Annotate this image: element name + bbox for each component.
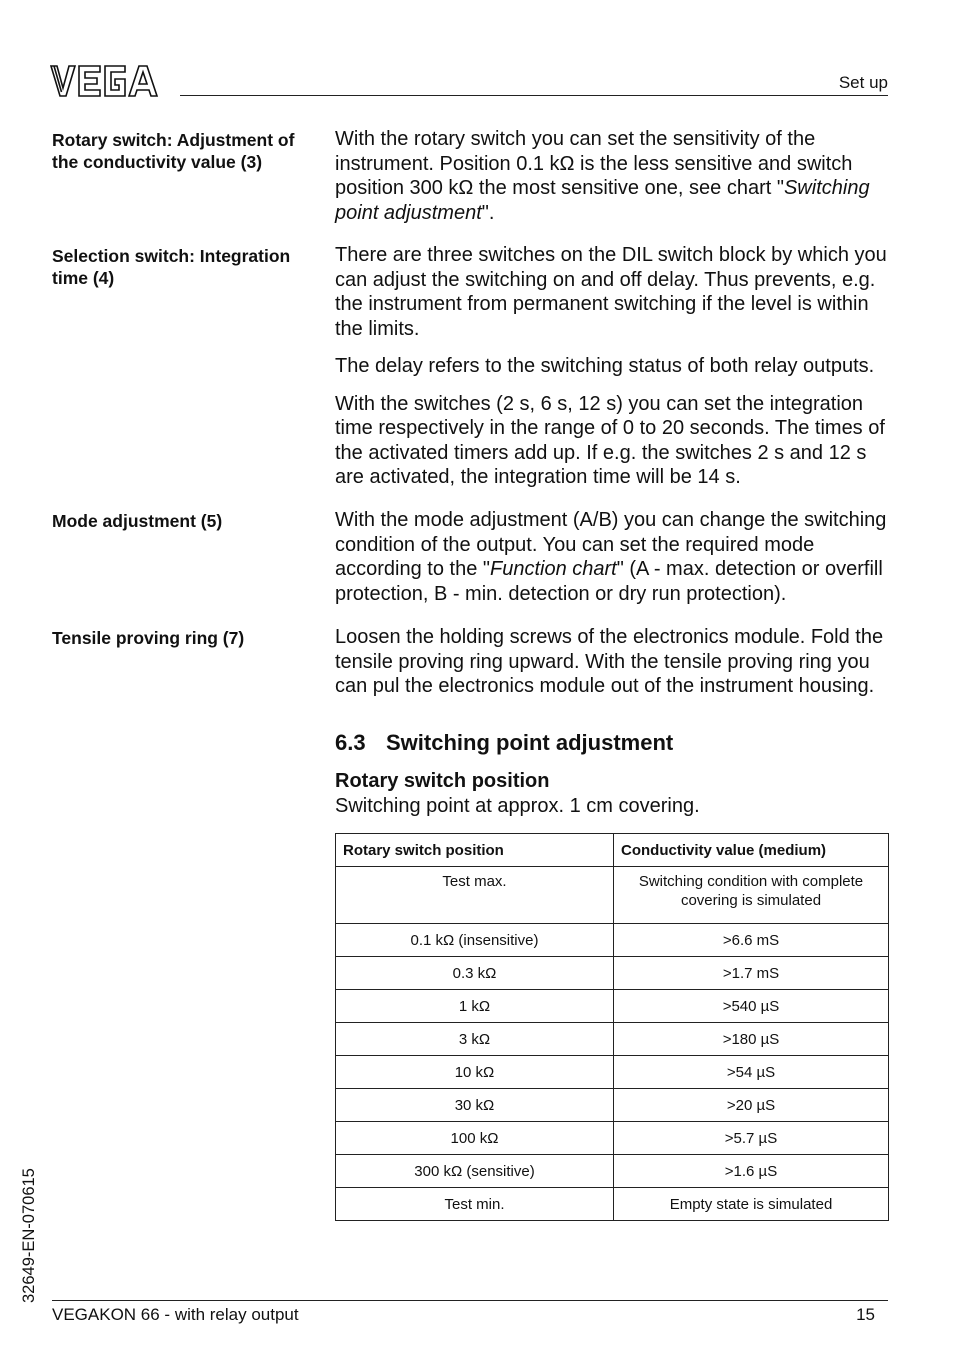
table-cell: >1.6 µS [614, 1155, 889, 1188]
table-row [336, 924, 889, 957]
header-section-title: Set up [838, 73, 888, 92]
table-cell: 300 kΩ (sensitive) [336, 1155, 614, 1188]
table-header-row [336, 834, 889, 867]
text-tensile-ring [335, 625, 895, 699]
section-title: Switching point adjustment [386, 730, 674, 755]
table-row [336, 1155, 889, 1188]
footer-product: VEGAKON 66 - with relay output [52, 1305, 299, 1324]
table-cell: 0.3 kΩ [336, 957, 614, 990]
table-cell: 3 kΩ [336, 1023, 614, 1056]
table-cell: Test max. [336, 867, 614, 924]
page-number: 15 [856, 1305, 875, 1324]
subsection-text: Switching point at approx. 1 cm covering. [335, 795, 700, 817]
table-cell: >20 µS [614, 1089, 889, 1122]
column-header: Rotary switch position [336, 834, 614, 867]
header-rule [180, 95, 888, 96]
paragraph: The delay refers to the switching status of both relay outputs. [335, 355, 875, 377]
table-row [336, 867, 889, 924]
table-cell: Test min. [336, 1188, 614, 1221]
table-cell: >1.7 mS [614, 957, 889, 990]
footer-rule [52, 1300, 888, 1301]
table-cell: >54 µS [614, 1056, 889, 1089]
text-mode-adjustment [335, 508, 895, 606]
table-row [336, 1188, 889, 1221]
subsection-title: Rotary switch position [335, 770, 550, 792]
document-id: 32649-EN-070615 [20, 1168, 38, 1303]
section-number: 6.3 [335, 730, 366, 755]
table-cell: >5.7 µS [614, 1122, 889, 1155]
table-cell: 1 kΩ [336, 990, 614, 1023]
side-label-rotary-switch: Rotary switch: Adjustment of the conductivity value (3) [52, 130, 295, 172]
column-header: Conductivity value (medium) [614, 834, 889, 867]
table-row [336, 957, 889, 990]
table-cell: 10 kΩ [336, 1056, 614, 1089]
side-label-mode-adjustment: Mode adjustment (5) [52, 511, 223, 531]
vega-logo [50, 64, 168, 98]
table-cell: 0.1 kΩ (insensitive) [336, 924, 614, 957]
side-label-tensile-ring: Tensile proving ring (7) [52, 628, 245, 648]
table-row [336, 1056, 889, 1089]
text-integration-time [335, 243, 895, 490]
paragraph: With the rotary switch you can set the sensitivity of the instrument. Position 0.1 kΩ is the less sensitive and switch position 300 kΩ the most sensitive one, see chart "Switching point adjustment". [335, 128, 870, 224]
switch-position-table [335, 833, 889, 1221]
table-row [336, 1089, 889, 1122]
paragraph: Loosen the holding screws of the electronics module. Fold the tensile proving ring upward. With the tensile proving ring you can pul the electronics module out of the instrument housing. [335, 626, 884, 697]
table-cell: >6.6 mS [614, 924, 889, 957]
table-cell: >540 µS [614, 990, 889, 1023]
table-row [336, 1122, 889, 1155]
paragraph: There are three switches on the DIL switch block by which you can adjust the switching on and off delay. Thus prevents, e.g. the instrument from permanent switching if the level is within the limits. [335, 244, 887, 340]
side-label-integration-time: Selection switch: Integration time (4) [52, 246, 291, 288]
section-heading [335, 730, 673, 756]
table-cell: Switching condition with complete covering is simulated [614, 867, 889, 924]
text-rotary-switch [335, 127, 895, 225]
table-cell: >180 µS [614, 1023, 889, 1056]
table-cell: 100 kΩ [336, 1122, 614, 1155]
paragraph: With the mode adjustment (A/B) you can change the switching condition of the output. You can set the required mode according to the "Function chart" (A - max. detection or overfill protection, B - min. detection or dry run protection). [335, 509, 887, 605]
table-cell: 30 kΩ [336, 1089, 614, 1122]
paragraph: With the switches (2 s, 6 s, 12 s) you can set the integration time respectively in the range of 0 to 20 seconds. The times of the activated timers add up. If e.g. the switches 2 s and 12 s are activated, the integration time will be 14 s. [335, 392, 885, 488]
table-row [336, 1023, 889, 1056]
table-cell: Empty state is simulated [614, 1188, 889, 1221]
table-row [336, 990, 889, 1023]
